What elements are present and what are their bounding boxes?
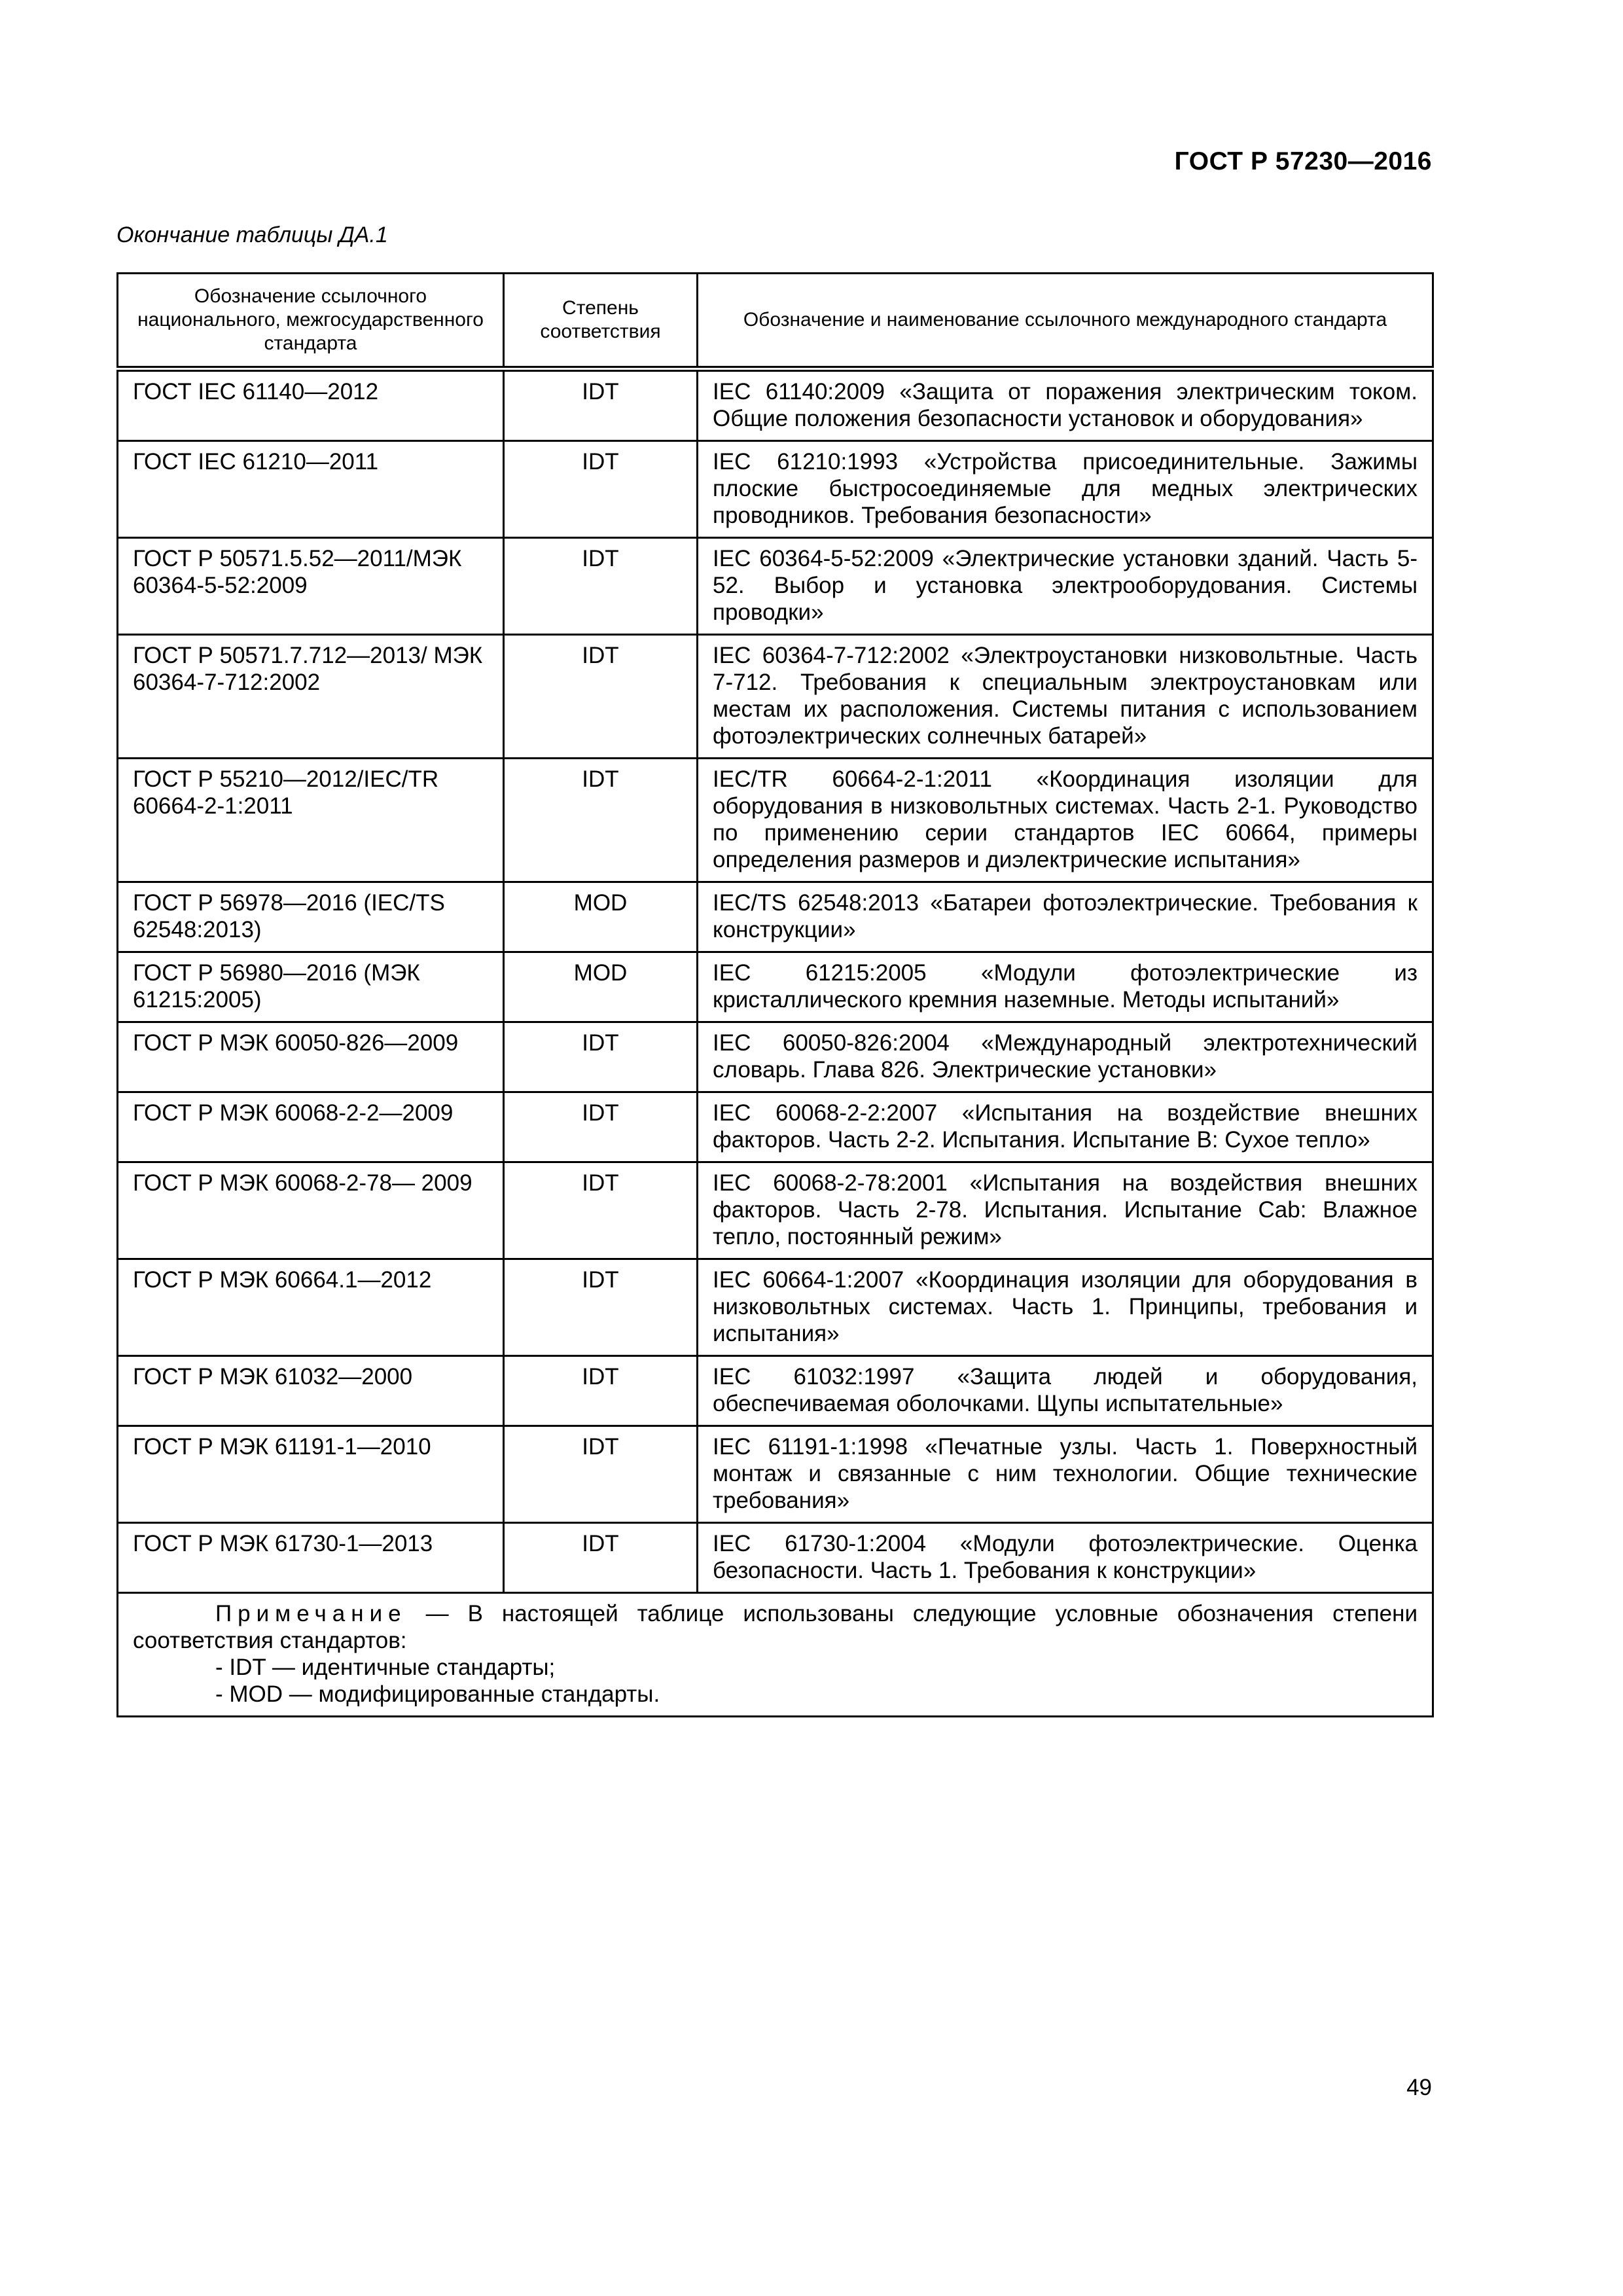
degree-cell: IDT [504, 538, 698, 635]
degree-cell: IDT [504, 1356, 698, 1426]
international-standard-cell: IEC/TR 60664-2-1:2011 «Координация изоляции для оборудования в низковольтных системах. Часть 2-1. Руководство по применению серии стандартов IEC 60664, примеры определения размеров и диэлектрические испытания» [698, 759, 1433, 882]
note-item-idt: - IDT — идентичные стандарты; [215, 1655, 556, 1680]
table-row [118, 1523, 1433, 1593]
header-national-standard: Обозначение ссылочного национального, межгосударственного стандарта [118, 274, 504, 369]
table-note [118, 1593, 1433, 1717]
table-row [118, 369, 1433, 441]
page-number: 49 [1406, 2075, 1432, 2100]
degree-cell: IDT [504, 441, 698, 538]
national-standard-cell: ГОСТ Р МЭК 61730-1—2013 [118, 1523, 504, 1593]
national-standard-cell: ГОСТ Р МЭК 61032—2000 [118, 1356, 504, 1426]
degree-cell: IDT [504, 1426, 698, 1523]
degree-cell: MOD [504, 952, 698, 1022]
degree-cell: IDT [504, 635, 698, 759]
international-standard-cell: IEC 61191-1:1998 «Печатные узлы. Часть 1. Поверхностный монтаж и связанные с ним технологии. Общие технические требования» [698, 1426, 1433, 1523]
table-row [118, 1259, 1433, 1356]
degree-cell: IDT [504, 1523, 698, 1593]
national-standard-cell: ГОСТ Р 55210—2012/IEC/TR 60664-2-1:2011 [118, 759, 504, 882]
national-standard-cell: ГОСТ IEC 61140—2012 [118, 369, 504, 441]
international-standard-cell: IEC/TS 62548:2013 «Батареи фотоэлектрические. Требования к конструкции» [698, 882, 1433, 952]
header-international-standard: Обозначение и наименование ссылочного международного стандарта [698, 274, 1433, 369]
degree-cell: IDT [504, 1259, 698, 1356]
degree-cell: IDT [504, 759, 698, 882]
table-row [118, 952, 1433, 1022]
header-degree-of-correspondence: Степень соответствия [504, 274, 698, 369]
degree-cell: IDT [504, 369, 698, 441]
national-standard-cell: ГОСТ Р МЭК 60068-2-2—2009 [118, 1092, 504, 1162]
table-caption: Окончание таблицы ДА.1 [116, 223, 388, 247]
note-text: В настоящей таблице использованы следующие условные обозначения степени соответствия стандартов: [133, 1601, 1418, 1653]
national-standard-cell: ГОСТ Р 56980—2016 (МЭК 61215:2005) [118, 952, 504, 1022]
international-standard-cell: IEC 61032:1997 «Защита людей и оборудования, обеспечиваемая оболочками. Щупы испытательные» [698, 1356, 1433, 1426]
table-row [118, 635, 1433, 759]
table-row [118, 1022, 1433, 1092]
degree-cell: IDT [504, 1022, 698, 1092]
national-standard-cell: ГОСТ Р МЭК 60068-2-78— 2009 [118, 1162, 504, 1259]
note-dash: — [406, 1601, 468, 1626]
document-code: ГОСТ Р 57230—2016 [1174, 147, 1432, 175]
table-row [118, 882, 1433, 952]
note-label: Примечание [215, 1601, 407, 1626]
international-standard-cell: IEC 60068-2-78:2001 «Испытания на воздействия внешних факторов. Часть 2-78. Испытания. Испытание Cab: Влажное тепло, постоянный режим» [698, 1162, 1433, 1259]
table-row [118, 1162, 1433, 1259]
international-standard-cell: IEC 60364-7-712:2002 «Электроустановки низковольтные. Часть 7-712. Требования к специальным электроустановкам или местам их расположения. Системы питания с использованием фотоэлектрических солнечных батарей» [698, 635, 1433, 759]
note-intro [133, 1600, 1418, 1654]
international-standard-cell: IEC 61210:1993 «Устройства присоединительные. Зажимы плоские быстросоединяемые для медных электрических проводников. Требования безопасности» [698, 441, 1433, 538]
international-standard-cell: IEC 61730-1:2004 «Модули фотоэлектрические. Оценка безопасности. Часть 1. Требования к конструкции» [698, 1523, 1433, 1593]
international-standard-cell: IEC 60364-5-52:2009 «Электрические установки зданий. Часть 5-52. Выбор и установка электрооборудования. Системы проводки» [698, 538, 1433, 635]
international-standard-cell: IEC 61215:2005 «Модули фотоэлектрические из кристаллического кремния наземные. Методы испытаний» [698, 952, 1433, 1022]
national-standard-cell: ГОСТ Р МЭК 61191-1—2010 [118, 1426, 504, 1523]
international-standard-cell: IEC 60050-826:2004 «Международный электротехнический словарь. Глава 826. Электрические установки» [698, 1022, 1433, 1092]
international-standard-cell: IEC 60068-2-2:2007 «Испытания на воздействие внешних факторов. Часть 2-2. Испытания. Испытание В: Сухое тепло» [698, 1092, 1433, 1162]
reference-standards-table [116, 272, 1434, 1717]
table-row [118, 1356, 1433, 1426]
international-standard-cell: IEC 61140:2009 «Защита от поражения электрическим током. Общие положения безопасности установок и оборудования» [698, 369, 1433, 441]
note-item-mod: - MOD — модифицированные стандарты. [215, 1681, 660, 1707]
table-row [118, 538, 1433, 635]
national-standard-cell: ГОСТ Р 50571.7.712—2013/ МЭК 60364-7-712:2002 [118, 635, 504, 759]
table-row [118, 759, 1433, 882]
national-standard-cell: ГОСТ Р 56978—2016 (IEC/TS 62548:2013) [118, 882, 504, 952]
national-standard-cell: ГОСТ Р 50571.5.52—2011/МЭК 60364-5-52:2009 [118, 538, 504, 635]
national-standard-cell: ГОСТ Р МЭК 60050-826—2009 [118, 1022, 504, 1092]
national-standard-cell: ГОСТ Р МЭК 60664.1—2012 [118, 1259, 504, 1356]
table-row [118, 441, 1433, 538]
table-row [118, 1092, 1433, 1162]
table-note-row [118, 1593, 1433, 1717]
table-row [118, 1426, 1433, 1523]
degree-cell: IDT [504, 1162, 698, 1259]
table-body [118, 369, 1433, 1717]
degree-cell: IDT [504, 1092, 698, 1162]
international-standard-cell: IEC 60664-1:2007 «Координация изоляции для оборудования в низковольтных системах. Часть 1. Принципы, требования и испытания» [698, 1259, 1433, 1356]
table-header-row [118, 274, 1433, 369]
national-standard-cell: ГОСТ IEC 61210—2011 [118, 441, 504, 538]
degree-cell: MOD [504, 882, 698, 952]
